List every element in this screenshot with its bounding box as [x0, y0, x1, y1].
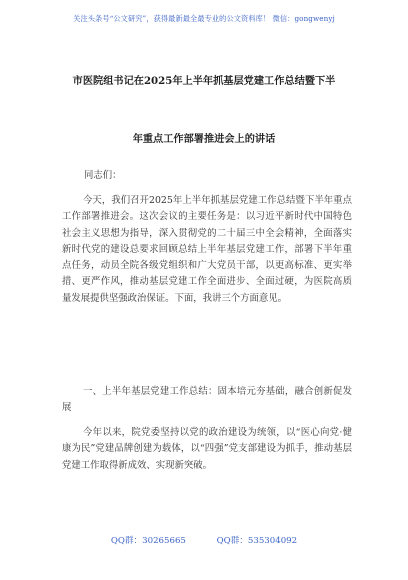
- paragraph-intro: 今天，我们召开2025年上半年抓基层党建工作总结暨下半年重点工作部署推进会。这次会议的主要任务是：以习近平新时代中国特色社会主义思想为指导，深入贯彻党的二十届三中全会精神，全面落实新时代党的建设总要求回顾总结上半年基层党建工作，部署下半年重点任务，动员全院各级党组织和广大党员干部，以更高标准、更实举措、更严作风，推动基层党建工作全面进步、全面过硬，为医院高质量发展提供坚强政治保证。下面，我讲三个方面意见。: [62, 195, 352, 304]
- paragraph-section-1: 今年以来，院党委坚持以党的政治建设为统领，以“医心向党·健康为民”党建品牌创建为载体，以“四强”党支部建设为抓手，推动基层党建工作取得新成效、实现新突破。: [62, 427, 352, 471]
- document-title-line-1: 市医院组书记在2025年上半年抓基层党建工作总结暨下半: [72, 75, 336, 87]
- document-title-line-2: 年重点工作部署推进会上的讲话: [132, 133, 276, 145]
- footer-qq-group-2: QQ群：535304092: [216, 536, 298, 546]
- footer-qq-group-1: QQ群：30265665: [110, 536, 186, 546]
- footer-qq-groups: [0, 534, 408, 546]
- section-heading-1: 一、上半年基层党建工作总结：固本培元夯基础，融合创新促发展: [62, 386, 352, 414]
- salutation: 同志们：: [84, 170, 122, 181]
- header-promo-note: 关注头条号“公文研究”，获得最新最全最专业的公文资料库！ 微信：gongwenyj: [73, 14, 335, 23]
